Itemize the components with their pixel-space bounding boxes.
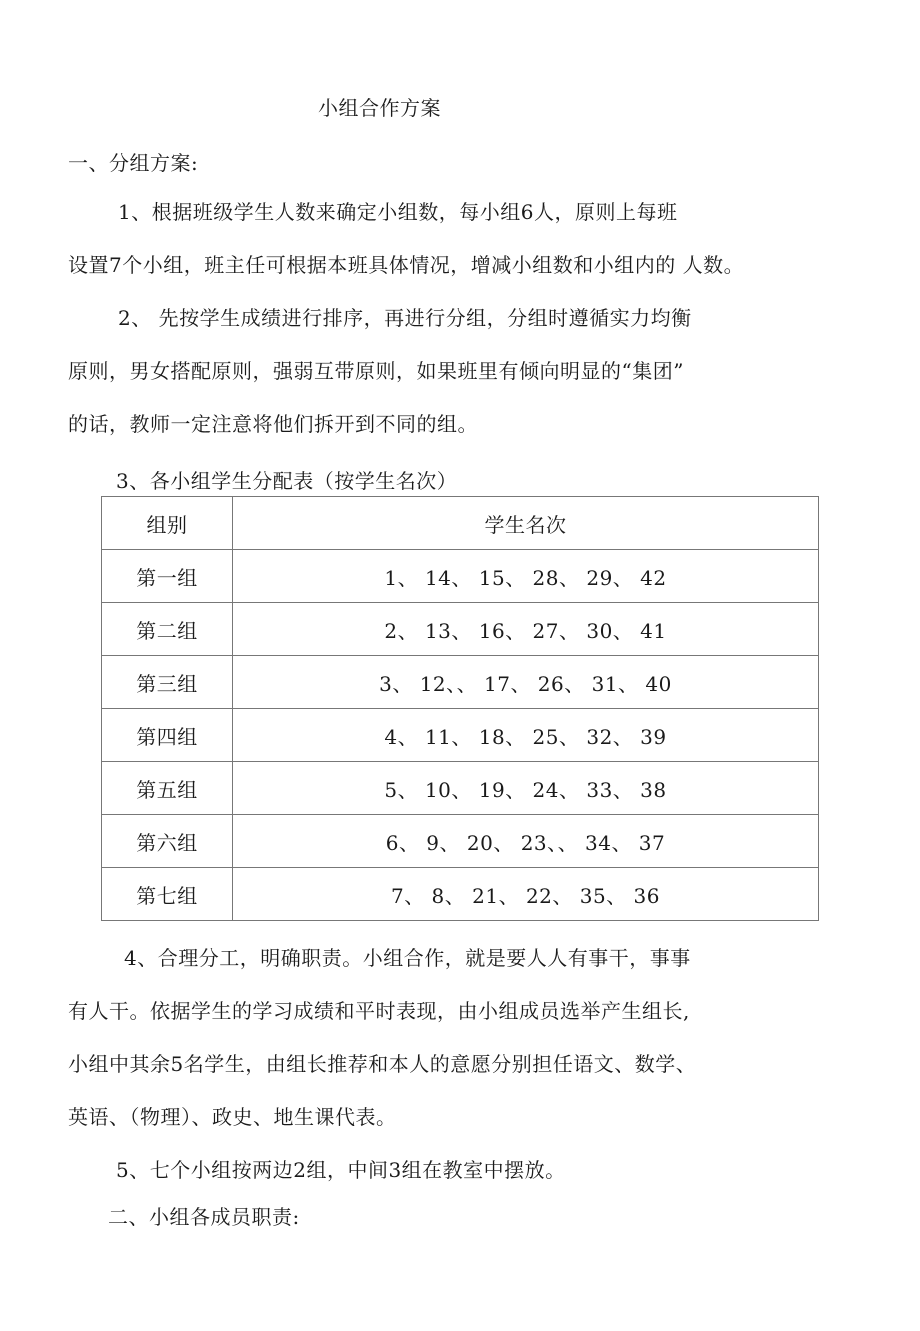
page-title: 小组合作方案 <box>318 96 441 120</box>
paragraph-4-line-1: 4、合理分工，明确职责。小组合作，就是要人人有事干，事事 <box>124 946 691 970</box>
paragraph-2-line-3: 的话，教师一定注意将他们拆开到不同的组。 <box>68 412 478 436</box>
ranks-cell: 7、 8、 21、 22、 35、 36 <box>233 868 819 921</box>
header-ranks: 学生名次 <box>233 497 819 550</box>
ranks-cell: 6、 9、 20、 23、、 34、 37 <box>233 815 819 868</box>
table-header-row <box>102 497 819 550</box>
paragraph-1-line-2: 设置7个小组，班主任可根据本班具体情况，增减小组数和小组内的 人数。 <box>68 253 745 277</box>
group-allocation-table <box>101 496 819 921</box>
table-row <box>102 815 819 868</box>
paragraph-4-line-2: 有人干。依据学生的学习成绩和平时表现，由小组成员选举产生组长, <box>68 999 690 1023</box>
ranks-cell: 2、 13、 16、 27、 30、 41 <box>233 603 819 656</box>
paragraph-4-line-4: 英语、（物理）、政史、地生课代表。 <box>68 1105 397 1129</box>
section-heading-member-duties: 二、小组各成员职责: <box>108 1205 300 1229</box>
ranks-cell: 3、 12、、 17、 26、 31、 40 <box>233 656 819 709</box>
group-cell: 第五组 <box>102 762 233 815</box>
group-cell: 第一组 <box>102 550 233 603</box>
ranks-cell: 4、 11、 18、 25、 32、 39 <box>233 709 819 762</box>
table-row <box>102 709 819 762</box>
paragraph-2-line-2: 原则，男女搭配原则，强弱互带原则，如果班里有倾向明显的“集团” <box>68 359 684 383</box>
section-heading-grouping-plan: 一、分组方案: <box>68 151 199 175</box>
paragraph-4-line-3: 小组中其余5名学生，由组长推荐和本人的意愿分别担任语文、数学、 <box>68 1052 697 1076</box>
table-row <box>102 550 819 603</box>
group-cell: 第二组 <box>102 603 233 656</box>
group-cell: 第六组 <box>102 815 233 868</box>
group-cell: 第三组 <box>102 656 233 709</box>
group-cell: 第四组 <box>102 709 233 762</box>
paragraph-5-line-1: 5、七个小组按两边2组，中间3组在教室中摆放。 <box>116 1158 566 1182</box>
header-group: 组别 <box>102 497 233 550</box>
table-caption: 3、各小组学生分配表（按学生名次） <box>116 469 458 493</box>
paragraph-1-line-1: 1、根据班级学生人数来确定小组数，每小组6人，原则上每班 <box>118 200 678 224</box>
table-row <box>102 603 819 656</box>
group-cell: 第七组 <box>102 868 233 921</box>
ranks-cell: 5、 10、 19、 24、 33、 38 <box>233 762 819 815</box>
table-row <box>102 656 819 709</box>
paragraph-2-line-1: 2、 先按学生成绩进行排序，再进行分组，分组时遵循实力均衡 <box>118 306 692 330</box>
ranks-cell: 1、 14、 15、 28、 29、 42 <box>233 550 819 603</box>
table-row <box>102 762 819 815</box>
table-row <box>102 868 819 921</box>
